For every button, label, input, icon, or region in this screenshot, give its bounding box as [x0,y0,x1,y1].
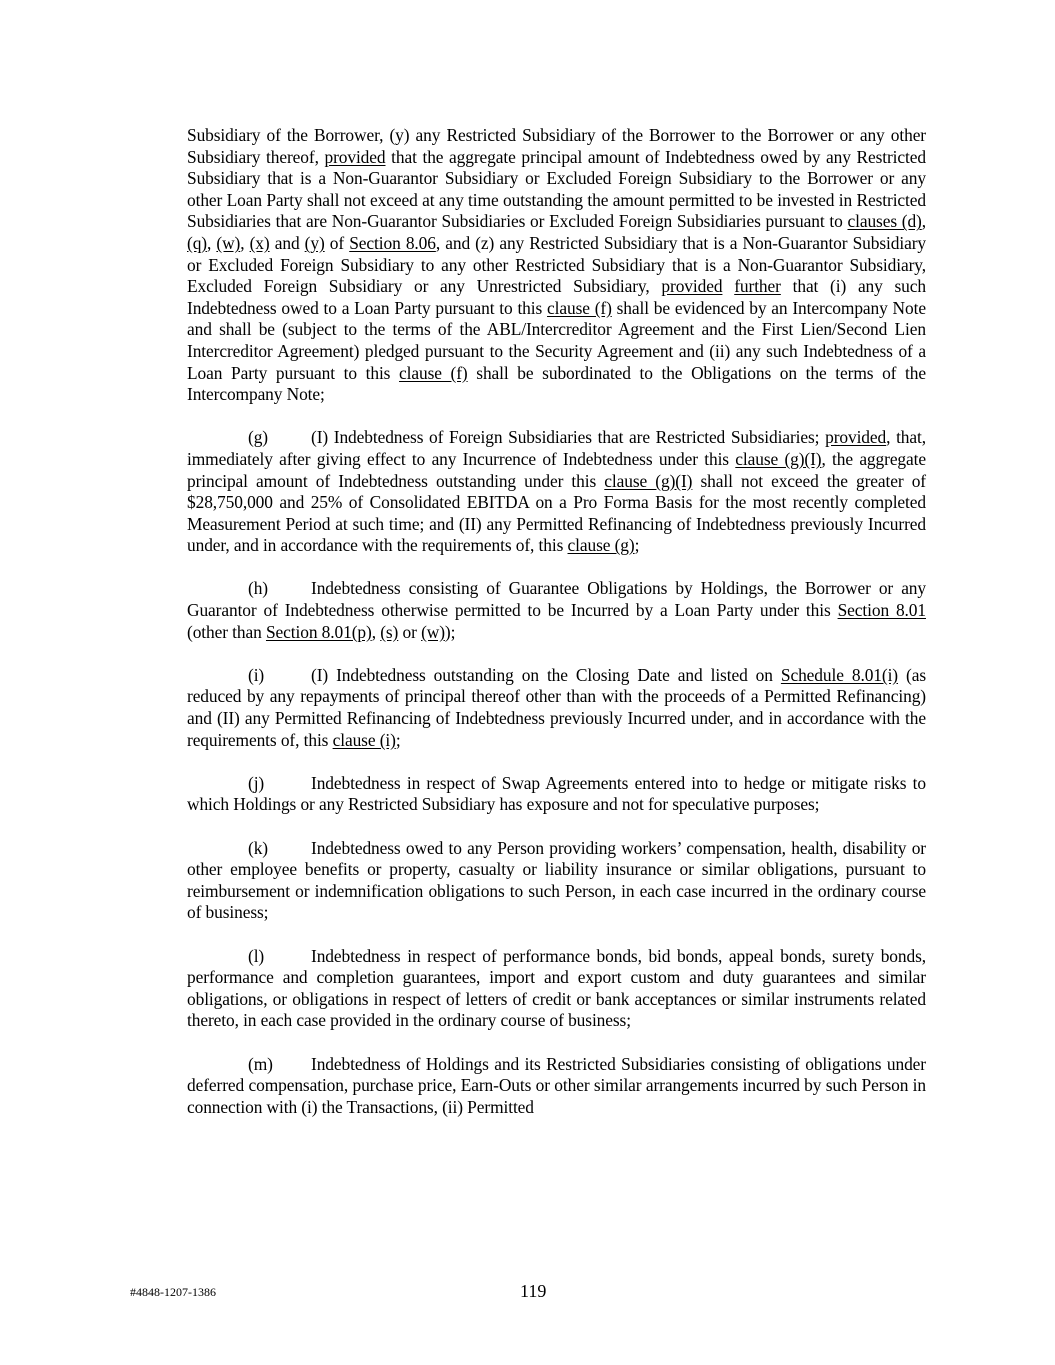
clause-paragraph-j [187,773,926,816]
cross-reference: (y) [304,232,325,253]
clause-text: shall not exceed the greater of $28,750,000 and 25% of Consolidated EBITDA on a Pro Forma Basis for the most recently completed Measurement Period at such time; and (II) any Permitted Refinancing of Indebtedness previously Incurred under, and in accordance with the requirements of, this [187,470,927,556]
cross-reference: (w) [216,232,241,253]
cross-reference: provided [825,427,887,448]
cross-reference: clause (i) [332,729,396,750]
clause-text: , [371,621,381,642]
clause-label: (m) [248,1053,273,1074]
clause-text: (I) Indebtedness outstanding on the Closing Date and listed on [311,664,781,685]
cross-reference: clause (f) [547,297,612,318]
clause-text: (other than [187,621,266,642]
cross-reference: (q) [187,232,207,253]
cross-reference: Section 8.01(p) [265,621,372,642]
cross-reference: (w) [421,621,445,642]
cross-reference: clause (g)(I) [604,470,693,491]
cross-reference: (s) [380,621,399,642]
clause-text: and [269,232,305,253]
clause-text: shall be subordinated to the Obligations on the terms of the Intercompany Note; [187,362,926,405]
document-id: #4848-1207-1386 [130,1285,216,1299]
clause-text: , [921,211,927,232]
clause-paragraph-k [187,838,926,924]
clause-paragraph-h [187,578,926,643]
clause-label: (h) [248,578,268,599]
clause-paragraph-g [187,427,926,557]
clause-text: Indebtedness in respect of Swap Agreements entered into to hedge or mitigate risks to which Holdings or any Restricted Subsidiary has exposure and not for speculative purposes; [187,772,926,815]
clause-text: , [206,232,217,253]
cross-reference: provided [324,146,386,167]
cross-reference: clause (f) [399,362,468,383]
clause-paragraph-f-continued [187,125,926,406]
clause-text: (I) Indebtedness of Foreign Subsidiaries that are Restricted Subsidiaries; [311,427,826,448]
clause-text: ); [444,621,456,642]
cross-reference: clause (g) [567,535,635,556]
cross-reference: clauses (d) [847,211,922,232]
clause-text: Indebtedness of Holdings and its Restricted Subsidiaries consisting of obligations under deferred compensation, purchase price, Earn-Outs or other similar arrangements incurred by such Person in connection with (i) the Transactions, (ii) Permitted [187,1053,926,1117]
clause-paragraph-i [187,665,926,751]
clause-text: shall be evidenced by an Intercompany Note and shall be (subject to the terms of the ABL/Intercreditor Agreement and the First Lien/Second Lien Intercreditor Agreement) pledged pursuant to the Security Agreement and (ii) any such Indebtedness of a Loan Party pursuant to this [187,297,926,383]
clause-text: , [240,232,250,253]
cross-reference: Schedule 8.01(i) [780,664,898,685]
clause-label: (l) [248,945,265,966]
clause-text: Indebtedness owed to any Person providing workers’ compensation, health, disability or other employee benefits or property, casualty or liability insurance or similar obligations, pursuant to reimbursement or indemnification obligations to such Person, in each case incurred in the ordinary course of business; [187,837,926,923]
clause-text: , that, immediately after giving effect to any Incurrence of Indebtedness under this [187,427,926,469]
cross-reference: further [734,276,781,297]
clause-label: (g) [248,427,268,448]
cross-reference: (x) [249,232,270,253]
clause-text: or [398,621,422,642]
clause-text: Indebtedness consisting of Guarantee Obligations by Holdings, the Borrower or any Guarantor of Indebtedness otherwise permitted to be Incurred by a Loan Party under this [187,578,926,621]
clause-text: (as reduced by any repayments of principal thereof other than with the proceeds of a Permitted Refinancing) and (II) any Permitted Refinancing of Indebtedness previously Incurred under, and in accordance with the requirements of, this [187,664,926,750]
clause-paragraph-m [187,1054,926,1119]
clause-text: , the aggregate principal amount of Indebtedness outstanding under this [187,448,927,491]
clause-text: Indebtedness in respect of performance bonds, bid bonds, appeal bonds, surety bonds, performance and completion guarantees, import and export custom and duty guarantees and similar obligations, or obligations in respect of letters of credit or bank acceptances or similar instruments related thereto, in each case provided in the ordinary course of business; [187,945,926,1031]
clause-text: ; [634,535,640,556]
clause-label: (i) [248,664,265,685]
clause-text: ; [395,729,401,750]
clause-label: (j) [248,772,265,793]
page-number: 119 [520,1281,547,1301]
clause-text: that the aggregate principal amount of Indebtedness owed by any Restricted Subsidiary that is a Non-Guarantor Subsidiary or Excluded Foreign Subsidiary to the Borrower or any other Loan Party shall not exceed at any time outstanding the amount permitted to be invested in Restricted Subsidiaries that are Non-Guarantor Subsidiaries or Excluded Foreign Subsidiaries pursuant to [187,146,926,232]
cross-reference: Section 8.06 [349,232,436,253]
clause-paragraph-l [187,946,926,1032]
cross-reference: clause (g)(I) [735,448,822,469]
clause-text [722,276,734,296]
document-body [187,125,926,1140]
cross-reference: Section 8.01 [837,600,926,621]
clause-label: (k) [248,837,268,858]
cross-reference: provided [661,276,723,297]
clause-text: Subsidiary of the Borrower, (y) any Restricted Subsidiary of the Borrower to the Borrower or any other Subsidiary thereof, [187,125,926,167]
clause-text: of [324,232,350,253]
clause-text: , and (z) any Restricted Subsidiary that is a Non-Guarantor Subsidiary or Excluded Foreign Subsidiary to any other Restricted Subsidiary that is a Non-Guarantor Subsidiary, Excluded Foreign Subsidiary or any Unrestricted Subsidiary, [187,232,926,297]
clause-text: that (i) any such Indebtedness owed to a Loan Party pursuant to this [187,276,926,318]
